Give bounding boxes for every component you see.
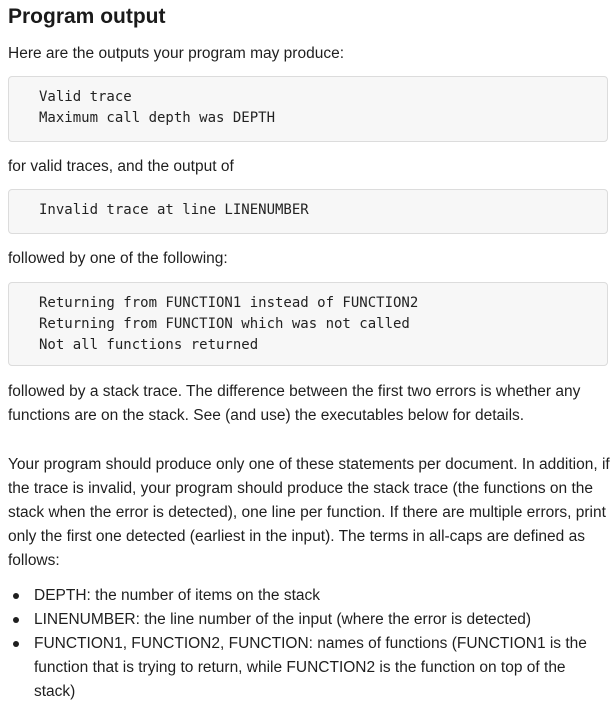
code-line: Not all functions returned: [39, 337, 259, 353]
bullet-icon: [13, 641, 19, 647]
terms-list: [8, 584, 608, 704]
list-item: [8, 632, 608, 704]
stack-trace-paragraph: followed by a stack trace. The difference between the first two errors is whether any functions are on the stack. See (and use) the executables below for details.: [8, 383, 581, 424]
term-text: DEPTH: the number of items on the stack: [34, 587, 321, 604]
intro-text: Here are the outputs your program may produce:: [8, 45, 345, 62]
code-line: Returning from FUNCTION which was not called: [39, 316, 410, 332]
code-block-errors: [8, 282, 608, 366]
bullet-icon: [13, 617, 19, 623]
code-line: Returning from FUNCTION1 instead of FUNCTION2: [39, 295, 419, 311]
bullet-icon: [13, 593, 19, 599]
code-block-invalid: [8, 189, 608, 234]
code-block-valid: [8, 76, 608, 142]
code-line: Valid trace: [39, 89, 132, 105]
after-invalid-text: followed by one of the following:: [8, 250, 228, 267]
rules-paragraph: Your program should produce only one of these statements per document. In addition, if the trace is invalid, your program should produce the stack trace (the functions on the stack when the error is detected), one line per function. If there are multiple errors, print only the first one detected (earliest in the input). The terms in all-caps are defined as follows:: [8, 456, 610, 569]
code-line: Invalid trace at line LINENUMBER: [39, 202, 309, 218]
term-text: LINENUMBER: the line number of the input (where the error is detected): [34, 611, 532, 628]
page-title: Program output: [8, 5, 166, 28]
code-line: Maximum call depth was DEPTH: [39, 110, 276, 126]
list-item: [8, 608, 608, 632]
after-valid-text: for valid traces, and the output of: [8, 158, 234, 175]
term-text: FUNCTION1, FUNCTION2, FUNCTION: names of functions (FUNCTION1 is the function that is trying to return, while FUNCTION2 is the function on top of the stack): [34, 635, 587, 700]
list-item: [8, 584, 608, 608]
